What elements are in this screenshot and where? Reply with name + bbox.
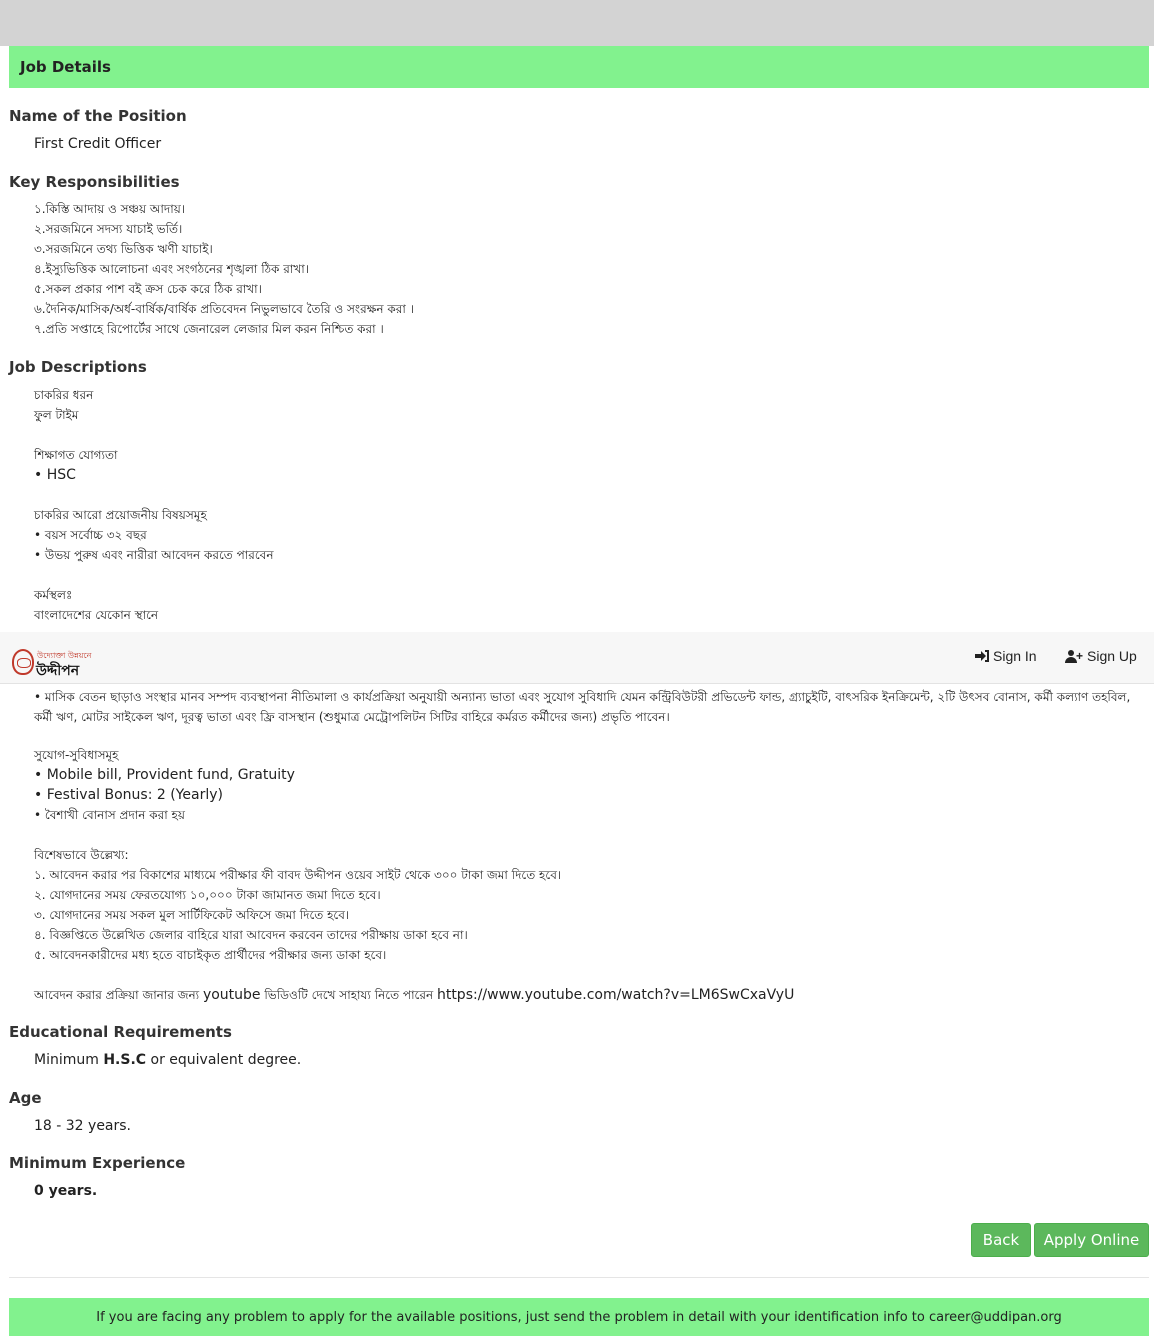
top-navbar bbox=[0, 632, 1154, 684]
responsibility-item: ৪.ইস্যুভিত্তিক আলোচনা এবং সংগঠনের শৃঙ্খলা ঠিক রাখা। bbox=[34, 262, 310, 276]
education-value: • HSC bbox=[34, 467, 76, 483]
workplace-value: বাংলাদেশের যেকোন স্থানে bbox=[34, 608, 159, 622]
logo-text: উদ্দীপন bbox=[36, 663, 80, 679]
salary-benefits-text bbox=[34, 687, 1144, 727]
position-value: First Credit Officer bbox=[34, 136, 162, 152]
experience-label: Minimum Experience bbox=[9, 1154, 186, 1172]
other-item: • উভয় পুরুষ এবং নারীরা আবেদন করতে পারবেন bbox=[34, 548, 274, 562]
job-details-header: Job Details bbox=[9, 46, 1149, 88]
video-help-pre: আবেদন করার প্রক্রিয়া জানার জন্য bbox=[34, 988, 203, 1002]
sign-in-link[interactable] bbox=[975, 648, 1037, 664]
note-item: ৩. যোগদানের সময় সকল মুল সার্টিফিকেট অফিসে জমা দিতে হবে। bbox=[34, 908, 350, 922]
apply-online-button[interactable]: Apply Online bbox=[1034, 1223, 1149, 1257]
education-req-label: Educational Requirements bbox=[9, 1023, 232, 1041]
descriptions-label: Job Descriptions bbox=[9, 358, 147, 376]
benefit-item-boishakhi: • বৈশাখী বোনাস প্রদান করা হয় bbox=[34, 808, 185, 822]
education-req-post: or equivalent degree. bbox=[146, 1052, 302, 1068]
education-label: শিক্ষাগত যোগ্যতা bbox=[34, 448, 118, 462]
responsibilities-label: Key Responsibilities bbox=[9, 173, 180, 191]
salary-line-2: কর্মী ঋণ, মোটর সাইকেল ঋণ, দূরত্ব ভাতা এবং ফ্রি বাসস্থান (শুধুমাত্র মেট্রোপলিটন সিটির বাহিরে কর্মরত কর্মীদের জন্য) প্রভৃতি পাবেন। bbox=[34, 710, 670, 724]
note-item: ১. আবেদন করার পর বিকাশের মাধ্যমে পরীক্ষার ফী বাবদ উদ্দীপন ওয়েব সাইট থেকে ৩০০ টাকা জমা দিতে হবে। bbox=[34, 868, 562, 882]
video-help-line bbox=[34, 987, 794, 1007]
other-label: চাকরির আরো প্রয়োজনীয় বিষয়সমূহ bbox=[34, 508, 207, 522]
responsibility-item: ৫.সকল প্রকার পাশ বই ক্রস চেক করে ঠিক রাখা। bbox=[34, 282, 262, 296]
sign-up-link[interactable] bbox=[1065, 648, 1137, 664]
video-url[interactable]: https://www.youtube.com/watch?v=LM6SwCxaVyU bbox=[436, 987, 795, 1003]
age-label: Age bbox=[9, 1089, 42, 1107]
logo-tagline: উদ্যোক্তা উন্নয়নে bbox=[37, 651, 92, 660]
salary-line-1: • মাসিক বেতন ছাড়াও সংস্থার মানব সম্পদ ব্যবস্থাপনা নীতিমালা ও কার্যপ্রক্রিয়া অনুযায়ী অন্যান্য ভাতা এবং সুযোগ সুবিধাদি যেমন কন্ট্রিবিউটরী প্রভিডেন্ট ফান্ড, গ্র্যাচুইটি, বাৎসরিক ইনক্রিমেন্ট, ২টি উৎসব বোনাস, কর্মী কল্যাণ তহবিল, bbox=[34, 690, 1131, 704]
note-item: ৫. আবেদনকারীদের মধ্য হতে বাচাইকৃত প্রার্থীদের পরীক্ষার জন্য ডাকা হবে। bbox=[34, 948, 387, 962]
education-req-value bbox=[34, 1052, 301, 1068]
logo-emblem-icon bbox=[12, 649, 34, 675]
age-value: 18 - 32 years. bbox=[34, 1118, 132, 1134]
user-plus-icon: + bbox=[1065, 650, 1083, 663]
sign-up-label: Sign Up bbox=[1087, 648, 1137, 664]
benefits-label: সুযোগ-সুবিধাসমূহ bbox=[34, 748, 119, 762]
video-help-word: youtube bbox=[202, 987, 261, 1003]
job-details-panel bbox=[9, 46, 1149, 88]
job-type-label: চাকরির ধরন bbox=[34, 388, 94, 402]
other-item: • বয়স সর্বোচ্চ ৩২ বছর bbox=[34, 528, 147, 542]
benefit-item: • Festival Bonus: 2 (Yearly) bbox=[34, 787, 223, 803]
sign-in-label: Sign In bbox=[993, 648, 1037, 664]
experience-value: 0 years. bbox=[34, 1183, 98, 1199]
education-req-strong: H.S.C bbox=[103, 1052, 147, 1068]
uddipan-logo[interactable] bbox=[12, 649, 102, 679]
responsibility-item: ৭.প্রতি সপ্তাহে রিপোর্টের সাথে জেনারেল লেজার মিল করন নিশ্চিত করা । bbox=[34, 322, 384, 336]
help-footer: If you are facing any problem to apply for the available positions, just send the problem in detail with your identification info to career@uddipan.org bbox=[9, 1298, 1149, 1336]
responsibility-item: ৩.সরজমিনে তথ্য ভিত্তিক ঋণী যাচাই। bbox=[34, 242, 213, 256]
position-label: Name of the Position bbox=[9, 107, 187, 125]
note-item: ২. যোগদানের সময় ফেরতযোগ্য ১০,০০০ টাকা জামানত জমা দিতে হবে। bbox=[34, 888, 381, 902]
note-item: ৪. বিজ্ঞপ্তিতে উল্লেখিত জেলার বাহিরে যারা আবেদন করবেন তাদের পরীক্ষায় ডাকা হবে না। bbox=[34, 928, 468, 942]
back-button[interactable]: Back bbox=[971, 1223, 1031, 1257]
divider bbox=[9, 1277, 1149, 1278]
education-req-pre: Minimum bbox=[34, 1052, 104, 1068]
sign-in-icon bbox=[975, 650, 989, 662]
responsibility-item: ২.সরজমিনে সদস্য যাচাই ভর্তি। bbox=[34, 222, 183, 236]
benefit-item: • Mobile bill, Provident fund, Gratuity bbox=[34, 767, 295, 783]
video-help-mid: ভিডিওটি দেখে সাহায্য নিতে পারেন bbox=[260, 988, 437, 1002]
job-type-value: ফুল টাইম bbox=[34, 408, 79, 422]
workplace-label: কর্মস্থলঃ bbox=[34, 588, 73, 602]
notes-label: বিশেষভাবে উল্লেখ্য: bbox=[34, 848, 129, 862]
responsibility-item: ৬.দৈনিক/মাসিক/অর্ধ-বার্ষিক/বার্ষিক প্রতিবেদন নিভুলভাবে তৈরি ও সংরক্ষন করা । bbox=[34, 302, 414, 316]
top-strip bbox=[0, 0, 1154, 46]
responsibility-item: ১.কিস্তি আদায় ও সঞ্চয় আদায়। bbox=[34, 202, 186, 216]
